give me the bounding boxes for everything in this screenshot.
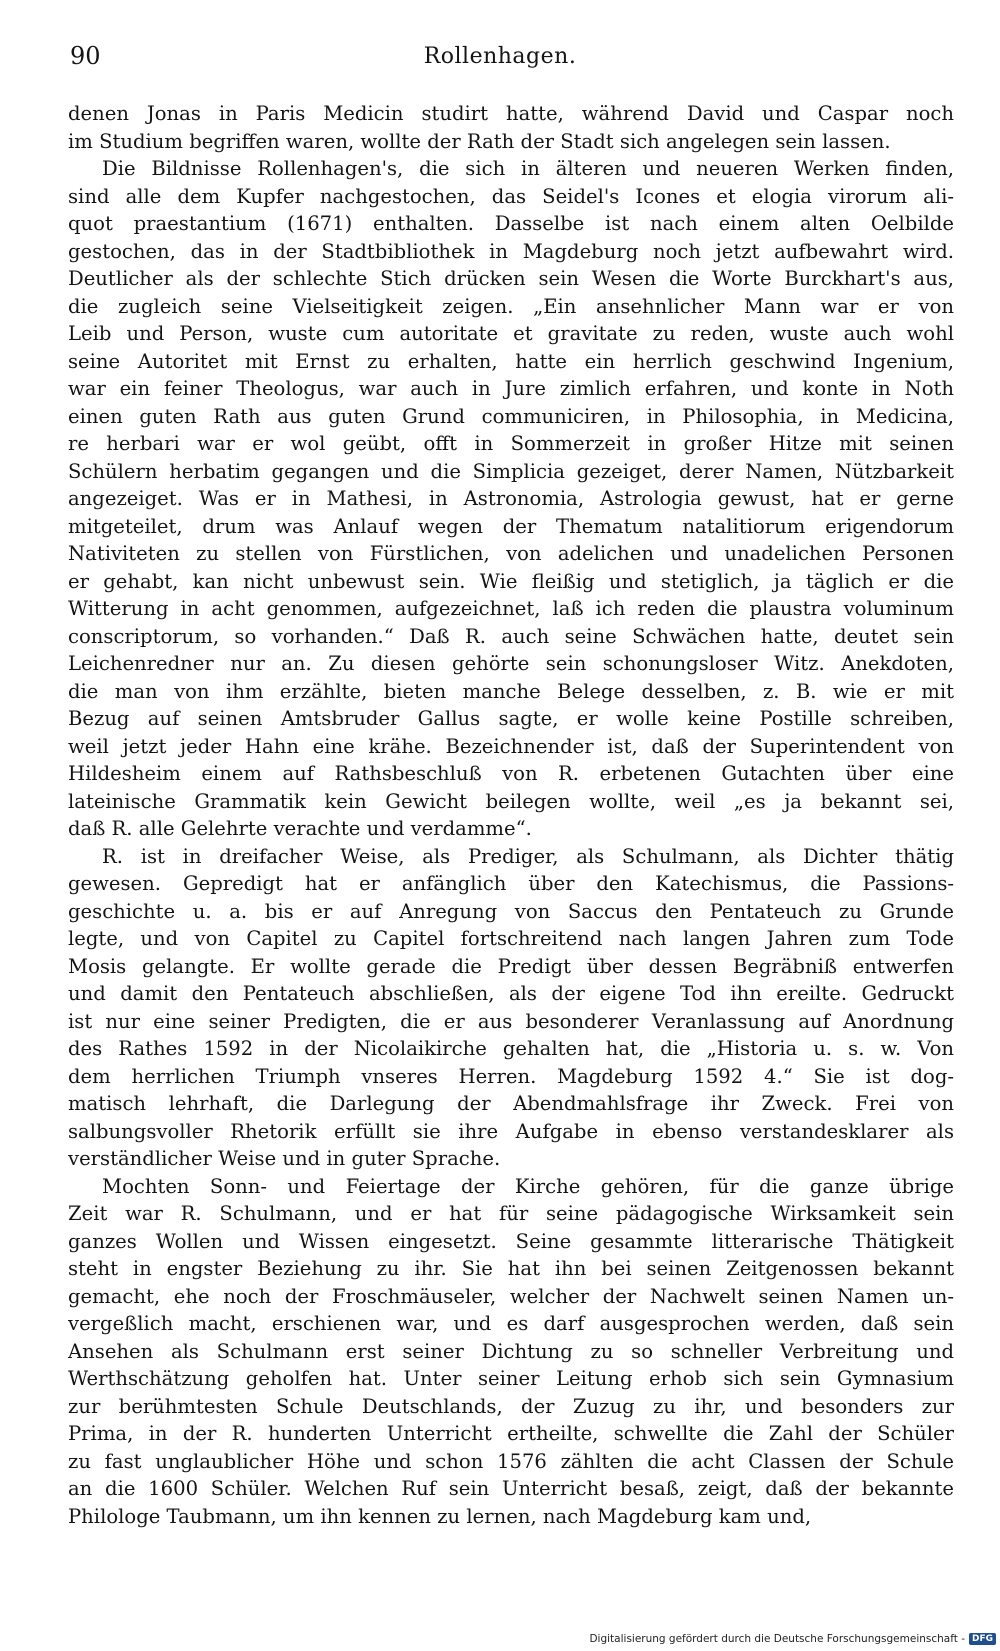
credit-text: Digitalisierung gefördert durch die Deutsche Forschungsgemeinschaft - — [589, 1633, 965, 1645]
text-line: quot praestantium (1671) enthalten. Dasselbe ist nach einem alten Oelbilde — [68, 212, 954, 235]
text-line: Bezug auf seinen Amtsbruder Gallus sagte, er wolle keine Postille schreiben, — [68, 707, 954, 730]
text-line: steht in engster Beziehung zu ihr. Sie hat ihn bei seinen Zeitgenossen bekannt — [68, 1257, 954, 1280]
text-line: einen guten Rath aus guten Grund communiciren, in Philosophia, in Medicina, — [68, 404, 954, 428]
text-line: Werthschätzung geholfen hat. Unter seiner Leitung erhob sich sein Gymnasium — [68, 1367, 954, 1390]
digitization-credit — [589, 1633, 996, 1645]
text-line: gestochen, das in der Stadtbibliothek in Magdeburg noch jetzt aufbewahrt wird. — [68, 239, 954, 263]
text-line: Witterung in acht genommen, aufgezeichnet, laß ich reden die plaustra voluminum — [68, 597, 954, 620]
text-line: salbungsvoller Rhetorik erfüllt sie ihre Aufgabe in ebenso verstandesklarer als — [68, 1119, 954, 1143]
text-line: und damit den Pentateuch abschließen, als der eigene Tod ihn ereilte. Gedruckt — [68, 982, 954, 1005]
text-line: weil jetzt jeder Hahn eine krähe. Bezeichnender ist, daß der Superintendent von — [68, 734, 954, 758]
text-line: ganzes Wollen und Wissen eingesetzt. Seine gesammte litterarische Thätigkeit — [68, 1229, 954, 1253]
text-line: Die Bildnisse Rollenhagen's, die sich in älteren und neueren Werken finden, — [102, 157, 954, 180]
text-line: sind alle dem Kupfer nachgestochen, das Seidel's Icones et elogia virorum ali- — [68, 184, 954, 208]
text-line: Mochten Sonn- und Feiertage der Kirche gehören, für die ganze übrige — [102, 1174, 954, 1198]
text-line: Deutlicher als der schlechte Stich drücken sein Wesen die Worte Burckhart's aus, — [68, 267, 954, 290]
text-line: Mosis gelangte. Er wollte gerade die Predigt über dessen Begräbniß entwerfen — [68, 954, 954, 978]
text-line: Prima, in der R. hunderten Unterricht ertheilte, schwellte die Zahl der Schüler — [68, 1422, 954, 1445]
dfg-logo: DFG — [969, 1633, 996, 1645]
text-line: Nativiteten zu stellen von Fürstlichen, von adelichen und unadelichen Personen — [68, 542, 954, 565]
paragraph — [68, 100, 954, 155]
text-line: an die 1600 Schüler. Welchen Ruf sein Unterricht besaß, zeigt, daß der bekannte — [68, 1477, 954, 1500]
text-line: Philologe Taubmann, um ihn kennen zu lernen, nach Magdeburg kam und, — [68, 1504, 812, 1528]
text-line: conscriptorum, so vorhanden.“ Daß R. auch seine Schwächen hatte, deutet sein — [68, 624, 954, 648]
text-line: war ein feiner Theologus, war auch in Jure zimlich erfahren, und konte in Noth — [68, 377, 954, 400]
running-title: Rollenhagen. — [423, 44, 577, 69]
text-line: des Rathes 1592 in der Nicolaikirche gehalten hat, die „Historia u. s. w. Von — [68, 1037, 954, 1060]
text-line: die man von ihm erzählte, bieten manche Belege desselben, z. B. wie er mit — [68, 679, 954, 703]
text-line: R. ist in dreifacher Weise, als Prediger, als Schulmann, als Dichter thätig — [102, 844, 954, 868]
text-line: re herbari war er wol geübt, offt in Sommerzeit in großer Hitze mit seinen — [68, 432, 954, 455]
page-number: 90 — [70, 42, 101, 70]
text-line: matisch lehrhaft, die Darlegung der Abendmahlsfrage ihr Zweck. Frei von — [68, 1092, 954, 1115]
text-line: seine Autoritet mit Ernst zu erhalten, hatte ein herrlich geschwind Ingenium, — [68, 349, 954, 373]
text-line: vergeßlich macht, erschienen war, und es darf ausgesprochen werden, daß sein — [68, 1312, 954, 1335]
text-line: verständlicher Weise und in guter Sprache. — [68, 1147, 501, 1170]
paragraph — [68, 843, 954, 1173]
text-line: gemacht, ehe noch der Froschmäuseler, welcher der Nachwelt seinen Namen un- — [68, 1284, 954, 1308]
text-line: angezeiget. Was er in Mathesi, in Astronomia, Astrologia gewust, hat er gerne — [68, 487, 954, 510]
body-text — [68, 100, 954, 1530]
text-line: er gehabt, kan nicht unbewust sein. Wie fleißig und stetiglich, ja täglich er die — [68, 569, 954, 593]
paragraph — [68, 1173, 954, 1531]
text-line: ist nur eine seiner Predigten, die er aus besonderer Veranlassung auf Anordnung — [68, 1009, 954, 1033]
text-line: Leib und Person, wuste cum autoritate et gravitate zu reden, wuste auch wohl — [68, 322, 954, 345]
text-line: lateinische Grammatik kein Gewicht beilegen wollte, weil „es ja bekannt sei, — [68, 789, 954, 813]
text-line: legte, und von Capitel zu Capitel fortschreitend nach langen Jahren zum Tode — [68, 927, 954, 950]
text-line: die zugleich seine Vielseitigkeit zeigen. „Ein ansehnlicher Mann war er von — [68, 294, 954, 318]
text-line: gewesen. Gepredigt hat er anfänglich über den Katechismus, die Passions- — [68, 872, 954, 895]
text-line: denen Jonas in Paris Medicin studirt hatte, während David und Caspar noch — [68, 102, 954, 125]
text-line: geschichte u. a. bis er auf Anregung von Saccus den Pentateuch zu Grunde — [68, 899, 954, 923]
text-line: Hildesheim einem auf Rathsbeschluß von R. erbetenen Gutachten über eine — [68, 762, 954, 785]
text-line: Leichenredner nur an. Zu diesen gehörte sein schonungsloser Witz. Anekdoten, — [68, 652, 954, 675]
text-line: im Studium begriffen waren, wollte der Rath der Stadt sich angelegen sein lassen. — [68, 129, 891, 153]
text-line: Schülern herbatim gegangen und die Simplicia gezeiget, derer Namen, Nützbarkeit — [68, 459, 954, 483]
text-line: daß R. alle Gelehrte verachte und verdamme“. — [68, 817, 532, 840]
text-line: Zeit war R. Schulmann, und er hat für seine pädagogische Wirksamkeit sein — [68, 1202, 954, 1225]
text-line: mitgeteilet, drum was Anlauf wegen der Thematum natalitiorum erigendorum — [68, 514, 954, 538]
text-line: zu fast unglaublicher Höhe und schon 1576 zählten die acht Classen der Schule — [68, 1449, 954, 1473]
text-line: dem herrlichen Triumph vnseres Herren. Magdeburg 1592 4.“ Sie ist dog- — [68, 1064, 954, 1088]
text-line: Ansehen als Schulmann erst seiner Dichtung zu so schneller Verbreitung und — [68, 1339, 954, 1363]
paragraph — [68, 155, 954, 843]
text-line: zur berühmtesten Schule Deutschlands, der Zuzug zu ihr, und besonders zur — [68, 1394, 954, 1418]
